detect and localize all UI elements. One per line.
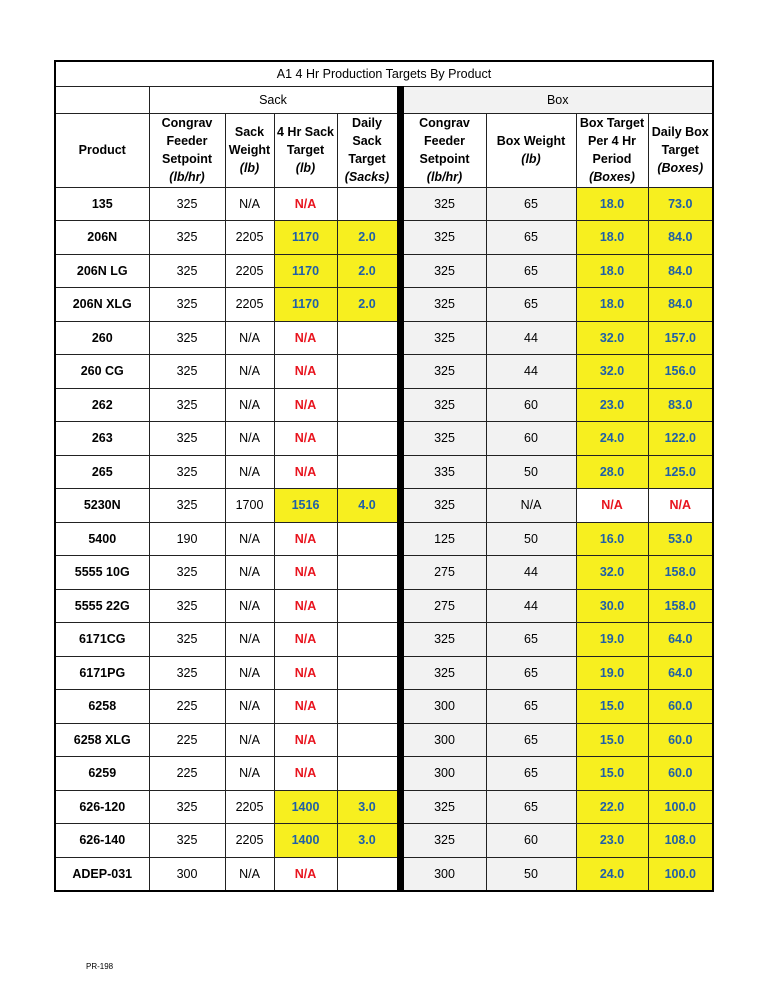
value-cell: 65 — [486, 723, 576, 757]
product-cell: ADEP-031 — [55, 857, 149, 891]
value-cell: 275 — [400, 556, 486, 590]
value-cell: N/A — [225, 355, 274, 389]
value-cell — [337, 522, 400, 556]
value-cell: 225 — [149, 757, 225, 791]
header-line: Product — [78, 143, 126, 158]
value-cell: 44 — [486, 556, 576, 590]
table-row — [55, 455, 713, 489]
value-cell: N/A — [274, 522, 337, 556]
value-cell: 32.0 — [576, 556, 648, 590]
value-cell: 65 — [486, 656, 576, 690]
product-cell: 626-120 — [55, 790, 149, 824]
product-cell: 5400 — [55, 522, 149, 556]
value-cell — [337, 857, 400, 891]
value-cell: N/A — [225, 556, 274, 590]
value-cell: 2.0 — [337, 254, 400, 288]
value-cell: N/A — [274, 723, 337, 757]
table-row — [55, 221, 713, 255]
value-cell: 1700 — [225, 489, 274, 523]
table-row — [55, 656, 713, 690]
column-header-1 — [149, 114, 225, 188]
value-cell: 3.0 — [337, 790, 400, 824]
product-cell: 5555 10G — [55, 556, 149, 590]
value-cell: 65 — [486, 690, 576, 724]
value-cell: 325 — [149, 254, 225, 288]
value-cell — [337, 422, 400, 456]
value-cell: 84.0 — [648, 254, 713, 288]
value-cell: 15.0 — [576, 757, 648, 791]
column-header-0 — [55, 114, 149, 188]
value-cell: 325 — [400, 656, 486, 690]
value-cell — [337, 355, 400, 389]
column-header-8 — [648, 114, 713, 188]
value-cell: N/A — [648, 489, 713, 523]
value-cell: N/A — [225, 522, 274, 556]
value-cell: 50 — [486, 522, 576, 556]
value-cell: 4.0 — [337, 489, 400, 523]
value-cell: 275 — [400, 589, 486, 623]
value-cell: N/A — [274, 321, 337, 355]
value-cell: 325 — [149, 589, 225, 623]
product-cell: 6171PG — [55, 656, 149, 690]
product-cell: 260 CG — [55, 355, 149, 389]
value-cell: 100.0 — [648, 790, 713, 824]
column-header-3 — [274, 114, 337, 188]
value-cell: 22.0 — [576, 790, 648, 824]
value-cell: 325 — [400, 288, 486, 322]
value-cell: 65 — [486, 254, 576, 288]
value-cell: 325 — [149, 790, 225, 824]
value-cell: N/A — [225, 723, 274, 757]
product-cell: 6259 — [55, 757, 149, 791]
group-box: Box — [400, 87, 713, 114]
value-cell: N/A — [225, 757, 274, 791]
header-line: Target — [661, 143, 699, 158]
value-cell: 190 — [149, 522, 225, 556]
value-cell: 18.0 — [576, 221, 648, 255]
production-targets-table — [54, 60, 714, 892]
product-cell: 265 — [55, 455, 149, 489]
value-cell: 83.0 — [648, 388, 713, 422]
table-row — [55, 489, 713, 523]
table-row — [55, 422, 713, 456]
header-line: (Sacks) — [344, 170, 390, 185]
value-cell: 53.0 — [648, 522, 713, 556]
value-cell: 325 — [149, 824, 225, 858]
value-cell: 3.0 — [337, 824, 400, 858]
value-cell: 157.0 — [648, 321, 713, 355]
value-cell: N/A — [225, 422, 274, 456]
value-cell: N/A — [225, 321, 274, 355]
value-cell: 73.0 — [648, 187, 713, 221]
header-line: Feeder — [424, 134, 465, 149]
value-cell: 325 — [149, 221, 225, 255]
value-cell: 108.0 — [648, 824, 713, 858]
value-cell: 125.0 — [648, 455, 713, 489]
value-cell: 65 — [486, 221, 576, 255]
header-line: Setpoint — [419, 152, 470, 167]
value-cell: 158.0 — [648, 589, 713, 623]
value-cell: 64.0 — [648, 656, 713, 690]
value-cell — [337, 556, 400, 590]
table-row — [55, 690, 713, 724]
header-line: Congrav — [419, 116, 470, 130]
header-line: Target — [286, 143, 325, 158]
table-row — [55, 623, 713, 657]
value-cell: 325 — [400, 489, 486, 523]
value-cell: 158.0 — [648, 556, 713, 590]
value-cell: 15.0 — [576, 690, 648, 724]
value-cell: N/A — [274, 455, 337, 489]
group-sack: Sack — [149, 87, 400, 114]
value-cell: 60 — [486, 422, 576, 456]
value-cell: N/A — [225, 857, 274, 891]
group-blank — [55, 87, 149, 114]
header-line: (Boxes) — [657, 161, 704, 176]
value-cell: N/A — [274, 187, 337, 221]
product-cell: 6171CG — [55, 623, 149, 657]
value-cell: 325 — [400, 824, 486, 858]
value-cell: N/A — [274, 388, 337, 422]
table-row — [55, 388, 713, 422]
value-cell: 60 — [486, 824, 576, 858]
value-cell: 2.0 — [337, 288, 400, 322]
value-cell: 325 — [400, 355, 486, 389]
table-row — [55, 254, 713, 288]
product-cell: 262 — [55, 388, 149, 422]
value-cell: 325 — [149, 321, 225, 355]
value-cell: 19.0 — [576, 656, 648, 690]
header-line: Daily Box — [651, 125, 709, 140]
value-cell: N/A — [225, 589, 274, 623]
value-cell: 2205 — [225, 221, 274, 255]
value-cell — [337, 187, 400, 221]
header-line: (lb) — [295, 161, 316, 176]
value-cell: N/A — [274, 355, 337, 389]
product-cell: 5555 22G — [55, 589, 149, 623]
value-cell: 1400 — [274, 824, 337, 858]
value-cell: 23.0 — [576, 824, 648, 858]
column-header-4 — [337, 114, 400, 188]
product-cell: 626-140 — [55, 824, 149, 858]
header-line: Target — [348, 152, 386, 167]
value-cell — [337, 455, 400, 489]
value-cell: N/A — [225, 690, 274, 724]
header-line: Box Target — [579, 116, 645, 130]
value-cell: 1170 — [274, 288, 337, 322]
value-cell: 65 — [486, 623, 576, 657]
value-cell: 325 — [149, 288, 225, 322]
value-cell: 2205 — [225, 790, 274, 824]
value-cell: 325 — [400, 422, 486, 456]
product-cell: 206N XLG — [55, 288, 149, 322]
header-line: Daily Sack — [352, 116, 382, 149]
value-cell — [337, 388, 400, 422]
value-cell: 2205 — [225, 254, 274, 288]
value-cell: 125 — [400, 522, 486, 556]
product-cell: 6258 — [55, 690, 149, 724]
value-cell: N/A — [274, 757, 337, 791]
header-line: (lb) — [239, 161, 260, 176]
header-line: Setpoint — [162, 152, 212, 167]
value-cell: 300 — [400, 857, 486, 891]
value-cell: N/A — [225, 187, 274, 221]
value-cell: N/A — [225, 388, 274, 422]
value-cell: 325 — [149, 455, 225, 489]
value-cell: 300 — [400, 690, 486, 724]
value-cell: 65 — [486, 790, 576, 824]
value-cell: N/A — [225, 623, 274, 657]
value-cell: 325 — [400, 187, 486, 221]
table-row — [55, 321, 713, 355]
value-cell: 2.0 — [337, 221, 400, 255]
product-cell: 6258 XLG — [55, 723, 149, 757]
value-cell: N/A — [225, 455, 274, 489]
value-cell: 2205 — [225, 824, 274, 858]
header-line: (lb) — [521, 152, 541, 167]
value-cell: N/A — [274, 656, 337, 690]
value-cell: 16.0 — [576, 522, 648, 556]
value-cell: 18.0 — [576, 254, 648, 288]
value-cell: 325 — [149, 422, 225, 456]
value-cell: 2205 — [225, 288, 274, 322]
header-line: Weight — [228, 143, 271, 158]
value-cell: N/A — [225, 656, 274, 690]
product-cell: 135 — [55, 187, 149, 221]
value-cell: 325 — [149, 355, 225, 389]
value-cell: 44 — [486, 589, 576, 623]
value-cell: 18.0 — [576, 187, 648, 221]
value-cell: 60.0 — [648, 690, 713, 724]
value-cell: 325 — [400, 790, 486, 824]
value-cell: 65 — [486, 187, 576, 221]
value-cell: 300 — [149, 857, 225, 891]
value-cell: 100.0 — [648, 857, 713, 891]
value-cell — [337, 723, 400, 757]
value-cell: 225 — [149, 723, 225, 757]
value-cell: 50 — [486, 857, 576, 891]
value-cell — [337, 321, 400, 355]
table-body — [55, 187, 713, 891]
value-cell — [337, 690, 400, 724]
value-cell: N/A — [274, 589, 337, 623]
product-cell: 206N — [55, 221, 149, 255]
column-header-row — [55, 114, 713, 188]
value-cell: 15.0 — [576, 723, 648, 757]
header-line: Feeder — [166, 134, 208, 149]
table-row — [55, 824, 713, 858]
value-cell: 60.0 — [648, 723, 713, 757]
value-cell: 335 — [400, 455, 486, 489]
table-row — [55, 522, 713, 556]
value-cell: 19.0 — [576, 623, 648, 657]
header-line: Box Weight — [496, 134, 566, 149]
column-header-7 — [576, 114, 648, 188]
value-cell: 18.0 — [576, 288, 648, 322]
table-row — [55, 723, 713, 757]
value-cell — [337, 589, 400, 623]
value-cell: N/A — [274, 623, 337, 657]
column-header-5 — [400, 114, 486, 188]
value-cell: N/A — [274, 857, 337, 891]
value-cell — [337, 656, 400, 690]
value-cell: 44 — [486, 355, 576, 389]
value-cell: 325 — [149, 187, 225, 221]
value-cell: 1170 — [274, 221, 337, 255]
value-cell: 325 — [149, 556, 225, 590]
header-line: (lb/hr) — [426, 170, 463, 185]
value-cell: 23.0 — [576, 388, 648, 422]
value-cell — [337, 757, 400, 791]
value-cell — [337, 623, 400, 657]
header-line: Congrav — [161, 116, 213, 130]
value-cell: 325 — [400, 388, 486, 422]
value-cell: N/A — [274, 690, 337, 724]
table-title: A1 4 Hr Production Targets By Product — [55, 61, 713, 87]
value-cell: 325 — [400, 321, 486, 355]
value-cell: 122.0 — [648, 422, 713, 456]
value-cell: 24.0 — [576, 422, 648, 456]
value-cell: 300 — [400, 757, 486, 791]
table-row — [55, 857, 713, 891]
table-row — [55, 589, 713, 623]
value-cell: 32.0 — [576, 355, 648, 389]
product-cell: 263 — [55, 422, 149, 456]
value-cell: N/A — [274, 556, 337, 590]
table-row — [55, 556, 713, 590]
value-cell: 60 — [486, 388, 576, 422]
value-cell: 325 — [149, 656, 225, 690]
value-cell: 225 — [149, 690, 225, 724]
value-cell: 1170 — [274, 254, 337, 288]
value-cell: 156.0 — [648, 355, 713, 389]
value-cell: 50 — [486, 455, 576, 489]
column-header-2 — [225, 114, 274, 188]
value-cell: 1516 — [274, 489, 337, 523]
value-cell: 84.0 — [648, 221, 713, 255]
document-code: PR-198 — [86, 962, 114, 971]
value-cell: 325 — [400, 623, 486, 657]
value-cell: 325 — [149, 623, 225, 657]
value-cell: 32.0 — [576, 321, 648, 355]
value-cell: 28.0 — [576, 455, 648, 489]
value-cell: 64.0 — [648, 623, 713, 657]
value-cell: N/A — [274, 422, 337, 456]
product-cell: 206N LG — [55, 254, 149, 288]
value-cell: 1400 — [274, 790, 337, 824]
table-row — [55, 757, 713, 791]
table-row — [55, 288, 713, 322]
value-cell: N/A — [576, 489, 648, 523]
value-cell: 24.0 — [576, 857, 648, 891]
column-header-6 — [486, 114, 576, 188]
product-cell: 260 — [55, 321, 149, 355]
header-line: (Boxes) — [589, 170, 635, 185]
value-cell: 65 — [486, 757, 576, 791]
value-cell: 60.0 — [648, 757, 713, 791]
value-cell: 44 — [486, 321, 576, 355]
value-cell: 325 — [400, 221, 486, 255]
value-cell: 65 — [486, 288, 576, 322]
value-cell: N/A — [486, 489, 576, 523]
header-line: 4 Hr Sack — [277, 125, 334, 140]
value-cell: 325 — [400, 254, 486, 288]
header-line: Period — [592, 152, 632, 167]
table-row — [55, 355, 713, 389]
table-row — [55, 187, 713, 221]
header-line: Per 4 Hr — [588, 134, 636, 149]
header-line: (lb/hr) — [169, 170, 205, 185]
product-cell: 5230N — [55, 489, 149, 523]
value-cell: 325 — [149, 388, 225, 422]
table-row — [55, 790, 713, 824]
value-cell: 30.0 — [576, 589, 648, 623]
value-cell: 300 — [400, 723, 486, 757]
header-line: Sack — [234, 125, 265, 140]
value-cell: 325 — [149, 489, 225, 523]
value-cell: 84.0 — [648, 288, 713, 322]
